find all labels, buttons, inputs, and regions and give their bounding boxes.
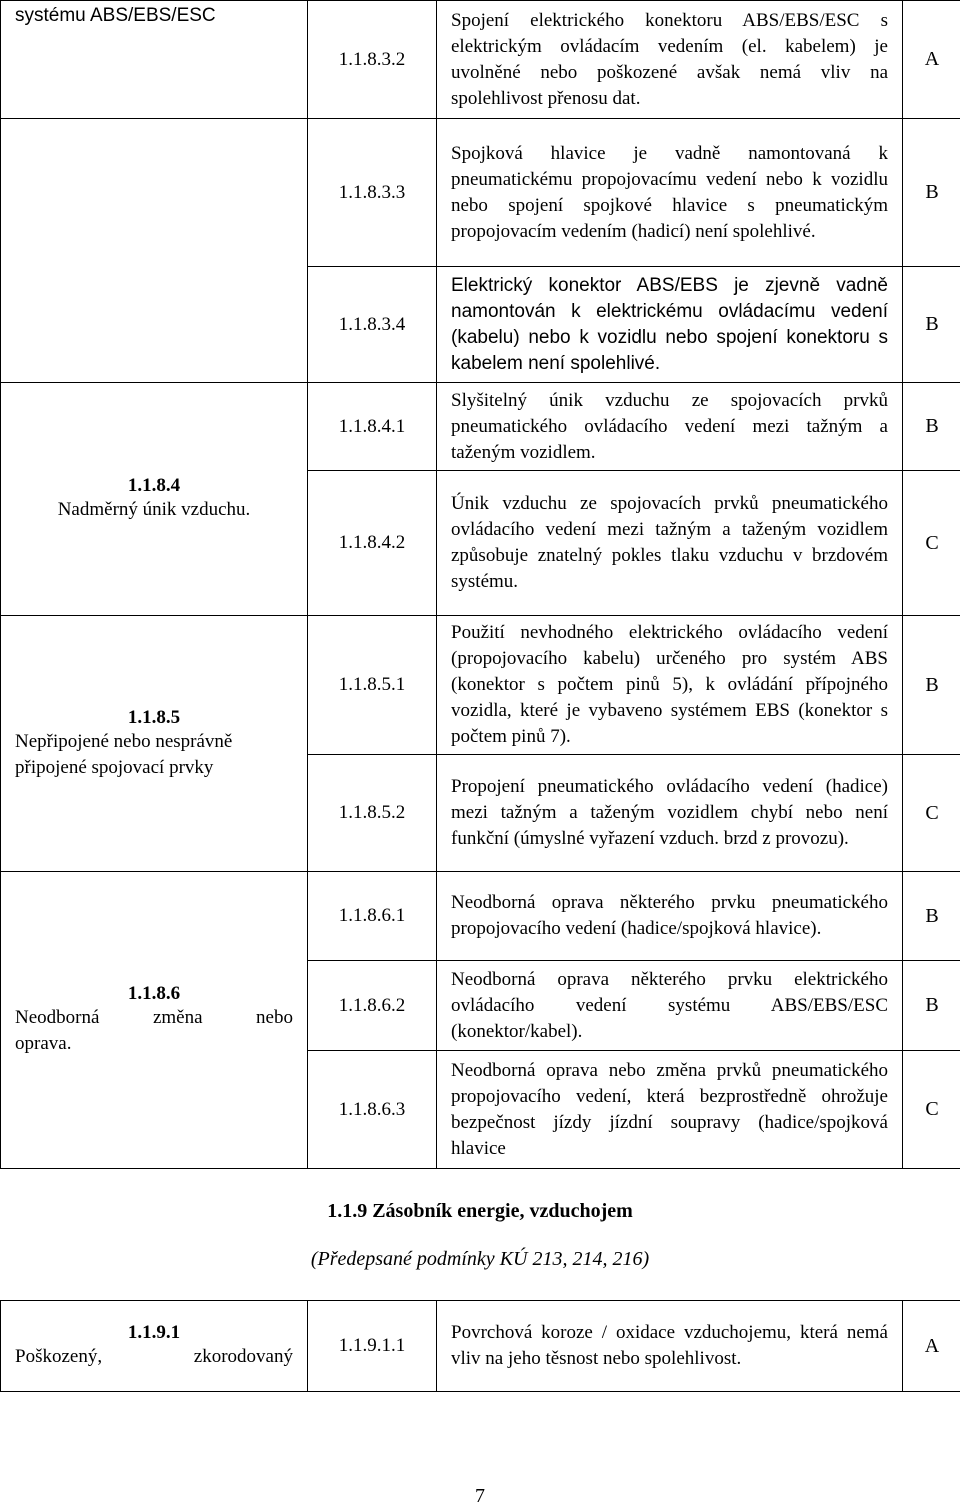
defect-description: Elektrický konektor ABS/EBS je zjevně vadně namontován k elektrickému ovládacímu vedení (kabelu) nebo k vozidlu nebo spojení konektoru s kabelem není spolehlivé. bbox=[437, 267, 903, 383]
severity-grade: C bbox=[903, 1051, 960, 1169]
severity-grade: B bbox=[903, 383, 960, 471]
defect-description: Propojení pneumatického ovládacího vedení (hadice) mezi tažným a taženým vozidlem chybí nebo není funkční (úmyslné vyřazení vzduch. brzd z provozu). bbox=[437, 755, 903, 872]
defect-description: Spojení elektrického konektoru ABS/EBS/ESC s elektrickým ovládacím vedením (el. kabelem) je uvolněné nebo poškozené avšak nemá vliv na spolehlivost přenosu dat. bbox=[437, 1, 903, 119]
category-text: Poškozený, zkorodovaný bbox=[15, 1344, 293, 1370]
page-number: 7 bbox=[0, 1485, 960, 1508]
air-reservoir-table bbox=[0, 1300, 960, 1392]
severity-grade: A bbox=[903, 1301, 960, 1392]
defect-code: 1.1.8.5.2 bbox=[308, 755, 437, 872]
category-text-line2: oprava. bbox=[15, 1031, 293, 1057]
defect-code: 1.1.8.6.3 bbox=[308, 1051, 437, 1169]
defect-description: Neodborná oprava některého prvku elektrického ovládacího vedení systému ABS/EBS/ESC (konektor/kabel). bbox=[437, 961, 903, 1051]
severity-grade: A bbox=[903, 1, 960, 119]
category-damaged-corroded bbox=[1, 1301, 308, 1392]
defect-code: 1.1.8.3.3 bbox=[308, 119, 437, 267]
section-title: 1.1.9 Zásobník energie, vzduchojem bbox=[0, 1200, 960, 1223]
defect-code: 1.1.8.6.1 bbox=[308, 872, 437, 961]
defect-description: Povrchová koroze / oxidace vzduchojemu, která nemá vliv na jeho těsnost nebo spolehlivost. bbox=[437, 1301, 903, 1392]
category-text-line2: připojené spojovací prvky bbox=[15, 755, 293, 781]
defect-code: 1.1.8.4.1 bbox=[308, 383, 437, 471]
defect-code: 1.1.8.4.2 bbox=[308, 471, 437, 616]
defect-code: 1.1.8.5.1 bbox=[308, 616, 437, 755]
defect-code: 1.1.8.3.4 bbox=[308, 267, 437, 383]
category-empty bbox=[1, 119, 308, 383]
defect-description: Únik vzduchu ze spojovacích prvků pneumatického ovládacího vedení mezi tažným a taženým vozidlem způsobuje znatelný pokles tlaku vzduchu v brzdovém systému. bbox=[437, 471, 903, 616]
severity-grade: B bbox=[903, 961, 960, 1051]
defect-description: Slyšitelný únik vzduchu ze spojovacích prvků pneumatického ovládacího vedení mezi tažným a taženým vozidlem. bbox=[437, 383, 903, 471]
category-code: 1.1.8.4 bbox=[15, 475, 293, 497]
category-code: 1.1.9.1 bbox=[15, 1322, 293, 1344]
defect-description: Neodborná oprava nebo změna prvků pneumatického propojovacího vedení, která bezprostředně ohrožuje bezpečnost jízdy jízdní soupravy (hadice/spojková hlavice bbox=[437, 1051, 903, 1169]
severity-grade: C bbox=[903, 755, 960, 872]
defect-description: Neodborná oprava některého prvku pneumatického propojovacího vedení (hadice/spojková hlavice). bbox=[437, 872, 903, 961]
severity-grade: B bbox=[903, 267, 960, 383]
category-code: 1.1.8.6 bbox=[15, 983, 293, 1005]
category-improper-repair bbox=[1, 872, 308, 1169]
category-text: systému ABS/EBS/ESC bbox=[15, 5, 216, 26]
defect-code: 1.1.8.3.2 bbox=[308, 1, 437, 119]
defect-code: 1.1.8.6.2 bbox=[308, 961, 437, 1051]
severity-grade: C bbox=[903, 471, 960, 616]
category-unconnected bbox=[1, 616, 308, 872]
defect-code: 1.1.9.1.1 bbox=[308, 1301, 437, 1392]
section-subtitle: (Předepsané podmínky KÚ 213, 214, 216) bbox=[0, 1248, 960, 1271]
defect-description: Spojková hlavice je vadně namontovaná k pneumatickému propojovacímu vedení nebo k vozidlu nebo spojení spojkové hlavice s pneumatickým propojovacím vedením (hadicí) není spolehlivé. bbox=[437, 119, 903, 267]
severity-grade: B bbox=[903, 872, 960, 961]
category-air-leak bbox=[1, 383, 308, 616]
defect-description: Použití nevhodného elektrického ovládacího vedení (propojovacího kabelu) určeného pro systém ABS (konektor s počtem pinů 5), k ovládání přípojného vozidla, které je vybaveno systémem EBS (konektor s počtem pinů 7). bbox=[437, 616, 903, 755]
category-text: Nadměrný únik vzduchu. bbox=[15, 497, 293, 523]
category-text-line1: Neodborná změna nebo bbox=[15, 1005, 293, 1031]
severity-grade: B bbox=[903, 616, 960, 755]
category-code: 1.1.8.5 bbox=[15, 707, 293, 729]
category-text-line1: Nepřipojené nebo nesprávně bbox=[15, 729, 293, 755]
category-abs-ebs-esc bbox=[1, 1, 308, 119]
severity-grade: B bbox=[903, 119, 960, 267]
